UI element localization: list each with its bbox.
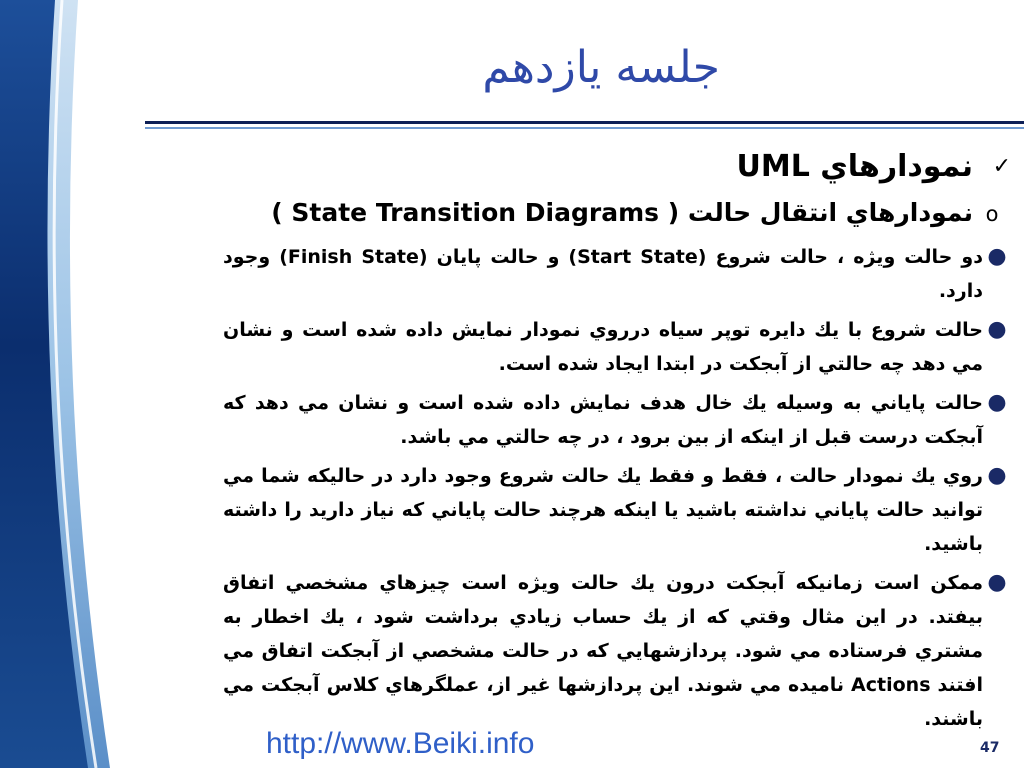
- level1-label-en: UML: [736, 149, 810, 184]
- bullet-text: ممكن است زمانيكه آبجكت درون يك حالت ويژه است چيزهاي مشخصي اتفاق بيفتد. در اين مثال وقتي كه از يك حساب زيادي برداشت شود ، يك اخطار به مشتري فرستاده مي شود. پردازشهايي كه در حالت مشخصي از آبجكت اتفاق مي افتند Actions ناميده مي شوند. اين پردازشها غير از، عملگرهاي كلاس آبجكت مي باشند.: [223, 572, 983, 730]
- bullet-text: دو حالت ويژه ، حالت شروع (Start State) و حالت پايان (Finish State) وجود دارد.: [223, 246, 983, 302]
- page-number: 47: [980, 740, 1000, 756]
- level1-label-fa: نمودارهاي: [820, 149, 973, 184]
- bullet-level2: [125, 193, 1011, 234]
- bullet-item: [125, 566, 1011, 736]
- slide-content: [125, 145, 1011, 741]
- bullet-dot-icon: ●: [987, 244, 1007, 269]
- bullet-item: [125, 459, 1011, 561]
- bullet-item: [125, 313, 1011, 381]
- bullet-dot-icon: ●: [987, 317, 1007, 342]
- level2-label-fa: نمودارهاي انتقال حالت (: [667, 198, 973, 227]
- bullet-text: حالت شروع با يك دايره توپر سياه درروي نمودار نمايش داده شده است و نشان مي دهد چه حالتي از آبجكت در ابتدا ايجاد شده است.: [223, 319, 983, 375]
- title-divider-light: [145, 127, 1024, 129]
- bullet-text: روي يك نمودار حالت ، فقط و فقط يك حالت شروع وجود دارد در حاليكه شما مي توانيد حالت پاياني نداشته باشيد يا اينكه هرچند حالت پاياني كه نياز داريد را داشته باشيد.: [223, 465, 983, 555]
- level2-label-close: ): [271, 198, 283, 227]
- bullet-level1: [125, 145, 1011, 189]
- checkmark-icon: ✓: [992, 154, 1011, 179]
- bullet-dot-icon: ●: [987, 390, 1007, 415]
- bullet-dot-icon: ●: [987, 570, 1007, 595]
- footer-link[interactable]: http://www.Beiki.info: [266, 727, 535, 760]
- level2-label-en: State Transition Diagrams: [291, 198, 659, 227]
- bullet-item: [125, 240, 1011, 308]
- slide-title: جلسه يازدهم: [482, 42, 720, 93]
- bullet-text: حالت پاياني به وسيله يك خال هدف نمايش داده شده است و نشان مي دهد كه آبجكت درست قبل از اينكه از بين برود ، در چه حالتي مي باشد.: [223, 392, 983, 448]
- title-divider-dark: [145, 121, 1024, 124]
- bullet-dot-icon: ●: [987, 463, 1007, 488]
- circle-bullet-icon: o: [985, 202, 999, 226]
- decorative-side-panel: [0, 0, 112, 768]
- bullet-item: [125, 386, 1011, 454]
